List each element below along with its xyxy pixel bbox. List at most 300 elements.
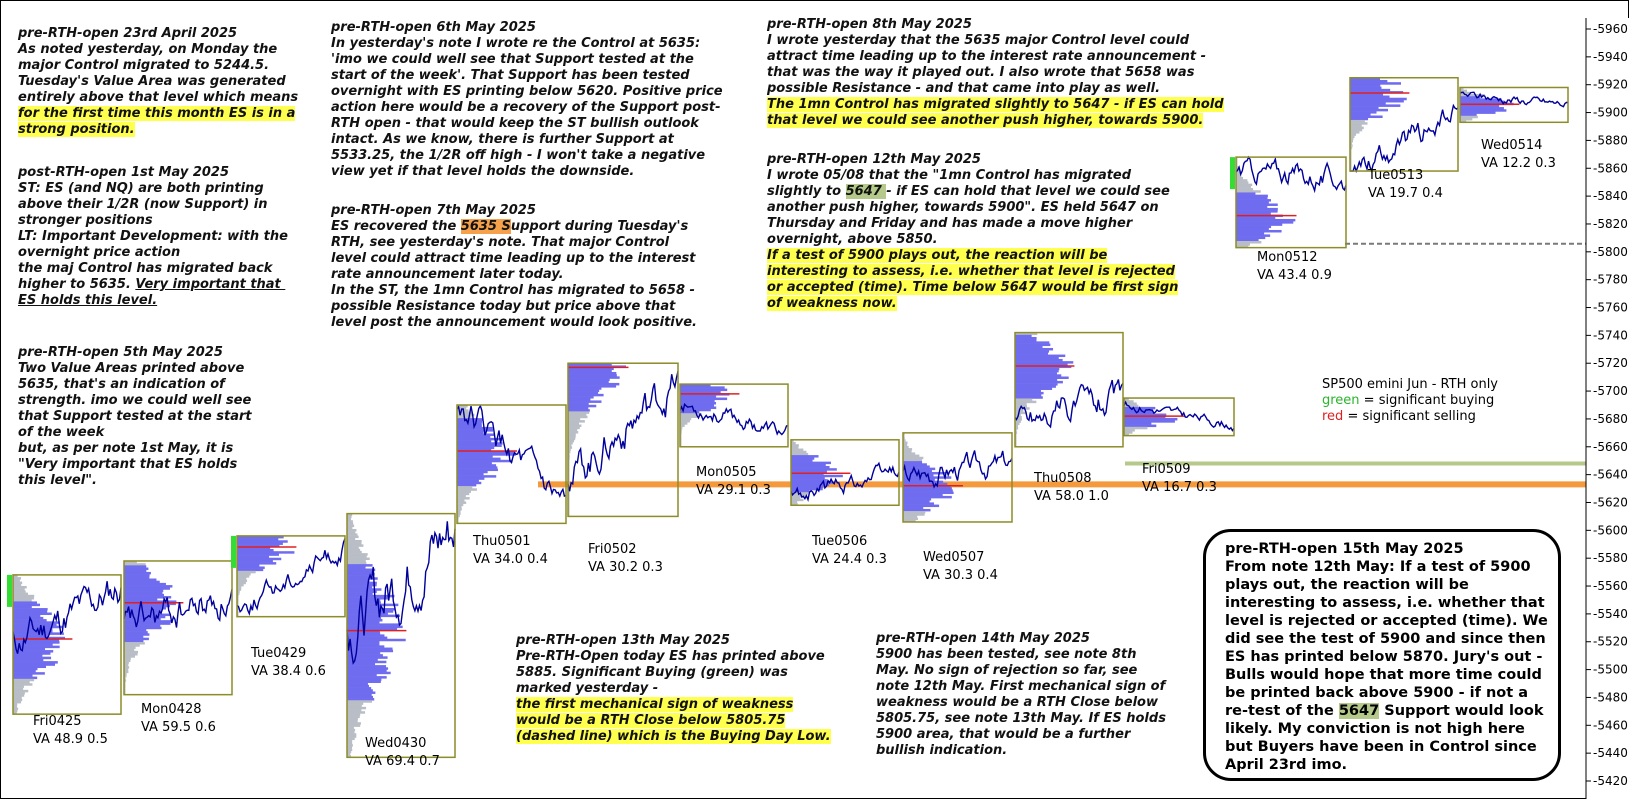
session-Fri0509 [1124,398,1234,495]
note-6-may [331,20,723,180]
profile-bar [347,606,382,608]
y-tick-label: -5720 [1593,356,1628,371]
profile-bar [1350,113,1371,116]
profile-bar [347,724,360,726]
profile-bar [13,679,34,682]
profile-bar [13,582,22,585]
profile-bar [568,372,616,374]
profile-bar [1015,398,1032,400]
profile-bar [347,612,388,614]
y-tick-label: -5440 [1593,746,1628,761]
profile-bar [347,729,355,731]
profile-bar [568,422,579,424]
profile-bar [124,644,140,646]
note-title: post-RTH-open 1st May 2025 [18,165,230,180]
note-body: From note 12th May: If a test of 5900 plays out, the reaction will be interesting to assess, i.e. whether that level is rejected or accepted (time). We did see the test of 5900 and since then ES has printed below 5870. Jury's out - Bulls would hope that more time could be printed back above 5900 - if not a re-test of the [1225,559,1548,719]
profile-bar [1015,368,1059,370]
note-23-april [18,26,298,138]
profile-bar [457,455,493,457]
note-underline-2: ES holds this level. [18,293,158,308]
profile-bar [13,685,24,688]
note-7-may [331,203,697,331]
profile-bar [347,672,391,674]
y-tick-label: -5760 [1593,300,1628,315]
profile-bar [124,620,173,622]
note-body: I wrote 05/08 that the "1mn Control has migrated slightly to [767,168,1132,199]
profile-bar [457,486,472,488]
profile-bar [1236,186,1251,189]
y-tick-label: -5820 [1593,216,1628,231]
profile-bar [347,713,360,715]
profile-bar [1015,392,1044,394]
profile-bar [347,571,373,573]
profile-bar [457,466,497,468]
profile-bar [237,540,288,542]
profile-bar [347,700,372,702]
profile-bar [1236,232,1264,235]
profile-bar [457,504,463,506]
profile-bar [903,489,953,491]
session-label: Mon0428 [141,702,202,717]
session-label: Mon0505 [696,465,757,480]
profile-bar [1015,403,1027,405]
y-tick-label: -5560 [1593,579,1628,594]
profile-bar [347,676,387,678]
profile-bar [237,538,278,540]
profile-bar [347,698,374,700]
profile-bar [903,513,925,515]
profile-bar [347,718,358,720]
profile-bar [237,566,265,568]
y-tick-label: -5580 [1593,551,1628,566]
profile-bar [1236,192,1255,195]
session-va-label: VA 16.7 0.3 [1142,480,1217,495]
y-tick-label: -5860 [1593,161,1628,176]
profile-bar [1350,107,1379,110]
note-14-may [876,631,1166,759]
profile-bar [903,461,922,463]
profile-bar [1015,387,1052,389]
profile-bar [1350,100,1404,103]
profile-bar [124,607,166,609]
profile-bar [1015,401,1036,403]
profile-bar [903,487,952,489]
profile-bar [124,627,162,629]
profile-bar [903,500,930,502]
profile-bar [124,598,157,600]
session-Thu0508 [1015,333,1123,504]
profile-bar [457,493,469,495]
profile-bar [568,381,609,383]
profile-bar [1236,184,1252,187]
profile-bar [568,376,620,378]
profile-bar [347,533,357,535]
profile-bar [1460,109,1506,111]
profile-bar [457,462,492,464]
profile-bar [1015,370,1059,372]
profile-bar [1236,234,1270,237]
session-va-label: VA 69.4 0.7 [365,754,440,769]
profile-bar [1350,129,1362,132]
profile-bar [13,615,40,618]
profile-bar [124,635,143,637]
profile-bar [1460,116,1478,118]
profile-bar [680,406,716,409]
y-tick-label: -5520 [1593,634,1628,649]
profile-bar [347,711,365,713]
profile-bar [903,470,932,472]
profile-bar [1350,127,1364,130]
profile-bar [347,691,375,693]
profile-bar [124,622,171,624]
y-tick-label: -5660 [1593,439,1628,454]
profile-bar [568,398,590,400]
profile-bar [1350,82,1401,85]
profile-bar [1015,412,1027,414]
profile-bar [237,542,283,544]
profile-bar [1015,379,1057,381]
profile-bar [13,708,18,711]
profile-bar [680,418,691,421]
profile-bar [1350,109,1388,112]
profile-bar [457,433,494,435]
profile-bar [124,655,135,657]
profile-bar [347,749,352,751]
profile-bar [347,727,354,729]
profile-bar [347,720,358,722]
profile-bar [903,483,947,485]
profile-bar [1350,98,1407,101]
profile-bar [347,553,368,555]
profile-bar [568,385,616,387]
profile-bar [1236,190,1261,193]
profile-bar [124,572,151,574]
profile-bar [347,667,388,669]
profile-bar [568,383,619,385]
profile-bar [347,525,354,527]
profile-bar [13,593,28,596]
profile-bar [1460,111,1496,113]
profile-bar [791,459,813,461]
profile-bar [791,464,826,466]
profile-bar [347,610,393,612]
note-body-2: upport during Tuesday's RTH, see yesterday's note. That major Control level could attract time leading up to the interest rate announcement later today. In the ST, the 1mn Control has migrated to 5658 - possible Resistance today but price above that level post the announcement would look positive. [331,219,697,330]
profile-bar [237,577,246,579]
profile-bar [568,418,580,420]
profile-bar [1015,350,1049,352]
profile-bar [791,475,843,477]
profile-bar [568,416,588,418]
note-body-2: - if ES can hold that level we could see another push higher, towards 5900". ES held 5647 on Thursday and Friday and has made a move higher overnight, above 5850. [767,184,1170,247]
note-highlight: 5635 S [460,219,511,234]
profile-bar [457,488,477,490]
y-tick-label: -5540 [1593,606,1628,621]
profile-bar [568,374,617,376]
profile-bar [124,594,164,596]
profile-bar [1015,396,1043,398]
profile-bar [568,396,594,398]
session-va-label: VA 29.1 0.3 [696,483,771,498]
profile-bar [568,370,612,372]
note-body: ES recovered the [331,219,461,234]
profile-bar [347,643,379,645]
note-body-2: Support would look likely. My conviction is not high here but Buyers have been in Control since April 23rd imo. [1225,703,1544,773]
note-highlight-2: If a test of 5900 plays out, the reaction will be interesting to assess, i.e. whether that level is rejected or accepted (time). Time below 5647 would be first sign of weakness now. [767,248,1179,311]
profile-bar [680,386,725,389]
profile-bar [347,637,387,639]
profile-bar [1350,131,1359,134]
profile-bar [347,562,366,564]
profile-bar [347,722,361,724]
profile-bar [903,468,935,470]
profile-bar [457,458,501,460]
profile-bar [124,574,150,576]
profile-bar [568,409,590,411]
profile-bar [13,599,32,602]
profile-bar [124,657,131,659]
y-tick-label: -5620 [1593,495,1628,510]
profile-bar [347,566,366,568]
note-body: I wrote yesterday that the 5635 major Control level could attract time leading up to the interest rate announcement - that was the way it played out. I also wrote that 5658 was possible Resistance - and that came into play as well. [767,33,1207,96]
y-tick-label: -5880 [1593,133,1628,148]
profile-bar [1236,223,1282,226]
profile-bar [13,694,24,697]
profile-bar [1460,114,1477,116]
note-title: pre-RTH-open 13th May 2025 [516,633,730,648]
profile-bar [568,440,574,442]
profile-bar [347,639,406,641]
profile-bar [568,424,581,426]
profile-bar [237,556,269,558]
profile-bar [568,431,578,433]
profile-bar [1350,111,1377,114]
profile-bar [124,638,149,640]
session-va-label: VA 38.4 0.6 [251,664,326,679]
profile-bar [347,617,381,619]
profile-bar [13,579,20,582]
profile-bar [1015,361,1073,363]
profile-bar [791,497,800,499]
profile-bar [1015,374,1061,376]
profile-bar [1350,122,1368,125]
profile-bar [347,702,363,704]
profile-bar [124,629,146,631]
profile-bar [1350,124,1362,127]
profile-bar [568,438,575,440]
note-body: ST: ES (and NQ) are both printing above their 1/2R (now Support) in stronger positions LT: Important Development: with the overnight price action the maj Control has migrated back higher to 5635. [18,181,288,292]
profile-bar [457,473,484,475]
profile-bar [13,657,51,660]
session-va-label: VA 59.5 0.6 [141,720,216,735]
profile-bar [568,435,576,437]
profile-bar [903,502,934,504]
session-Fri0502 [568,363,678,575]
profile-bar [13,624,57,627]
profile-bar [13,604,40,607]
profile-bar [237,562,276,564]
profile-bar [347,590,377,592]
chart-legend [1322,377,1498,425]
profile-bar [347,742,352,744]
profile-bar [457,420,482,422]
profile-bar [457,501,466,503]
profile-bar [1015,337,1037,339]
profile-bar [347,687,371,689]
profile-bar [457,423,482,425]
session-label: Fri0425 [33,714,82,729]
profile-bar [1350,96,1390,99]
note-body: 5900 has been tested, see note 8th May. No sign of rejection so far, see note 12th May. First mechanical sign of weakness would be a RTH Close below 5805.75, see note 13th May. If ES holds 5900 area, that would be a further bullish indication. [876,647,1166,758]
profile-bar [347,716,360,718]
profile-bar [124,585,172,587]
profile-bar [1015,335,1032,337]
y-tick-label: -5840 [1593,189,1628,204]
session-Mon0505 [680,384,788,498]
price-axis [1586,18,1629,799]
profile-bar [791,451,806,453]
profile-bar [680,413,702,416]
profile-bar [1236,206,1267,209]
profile-bar [347,733,356,735]
y-tick-label: -5500 [1593,662,1628,677]
profile-bar [237,580,247,582]
session-Tue0513 [1350,78,1458,201]
note-title: pre-RTH-open 7th May 2025 [331,203,536,218]
price-line [1236,157,1346,191]
profile-bar [457,436,490,438]
profile-bar [13,617,43,620]
profile-bar [1236,177,1243,180]
note-5-may [18,345,252,489]
session-va-label: VA 19.7 0.4 [1368,186,1443,201]
profile-bar [1236,201,1269,204]
profile-bar [1015,355,1065,357]
profile-bar [1124,422,1151,425]
profile-bar [347,674,377,676]
profile-bar [13,641,60,644]
profile-bar [568,407,588,409]
profile-bar [457,495,466,497]
profile-bar [124,589,163,591]
profile-bar [13,688,23,691]
profile-bar [347,549,360,551]
legend-red-word: red [1322,409,1344,424]
profile-bar [1236,195,1268,198]
profile-bar [13,701,21,704]
profile-bar [791,444,799,446]
note-title: pre-RTH-open 15th May 2025 [1225,541,1464,557]
profile-bar [457,425,482,427]
profile-bar [13,630,53,633]
profile-bar [13,606,32,609]
profile-bar [457,482,481,484]
profile-bar [237,584,244,586]
profile-bar [457,429,493,431]
profile-bar [124,587,170,589]
profile-bar [347,597,388,599]
profile-bar [568,394,604,396]
profile-bar [457,477,484,479]
session-Wed0514 [1460,87,1568,171]
session-va-label: VA 24.4 0.3 [812,552,887,567]
note-body: As noted yesterday, on Monday the major Control migrated to 5244.5. Tuesday's Value Area was generated entirely above that level which means [18,42,299,105]
profile-bar [13,663,55,666]
profile-bar [347,683,368,685]
profile-bar [1015,341,1049,343]
profile-bar [347,689,373,691]
profile-bar [457,447,494,449]
session-Mon0512 [1230,157,1346,283]
session-label: Tue0506 [812,534,868,549]
profile-bar [124,642,145,644]
profile-bar [1015,394,1041,396]
profile-bar [903,463,927,465]
profile-bar [1015,390,1041,392]
profile-bar [568,400,601,402]
profile-bar [568,387,601,389]
profile-bar [903,496,952,498]
profile-bar [1015,357,1059,359]
profile-bar [347,555,367,557]
session-va-label: VA 58.0 1.0 [1034,489,1109,504]
profile-bar [903,455,919,457]
profile-bar [903,448,912,450]
profile-bar [1015,377,1069,379]
profile-bar [1015,344,1050,346]
profile-bar [1015,383,1058,385]
note-highlight: 5647 [845,184,887,199]
profile-bar [791,446,798,448]
profile-bar [568,414,586,416]
profile-bar [791,453,808,455]
profile-bar [680,391,721,394]
session-Wed0430 [347,514,455,769]
profile-bar [457,490,471,492]
session-Thu0501 [457,405,566,567]
profile-bar [347,582,377,584]
profile-bar [347,569,375,571]
profile-bar [13,608,48,611]
note-underline: Very important that [135,277,286,292]
profile-bar [124,646,136,648]
profile-bar [1236,199,1271,202]
note-body: In yesterday's note I wrote re the Control at 5635: 'imo we could well see that Support tested at the start of the week'. That Support has been tested overnight with ES printing below 5620. Positive price action here would be a recovery of the Support post- RTH open - that would keep the ST bullish outlook intact. As we know, there is further Support at 5533.25, the 1/2R off high - I won't take a negative view yet if that level holds the downside. [331,36,723,179]
profile-bar [1236,241,1261,244]
profile-bar [13,588,25,591]
profile-bar [347,595,394,597]
profile-bar [1236,181,1248,184]
profile-bar [903,452,915,454]
profile-bar [124,625,160,627]
profile-bar [13,696,22,699]
y-tick-label: -5480 [1593,690,1628,705]
note-title: pre-RTH-open 6th May 2025 [331,20,536,35]
profile-bar [237,569,263,571]
session-label: Tue0513 [1368,168,1424,183]
profile-bar [347,615,400,617]
profile-bar [347,650,393,652]
profile-bar [1460,98,1502,100]
profile-bar [791,479,827,481]
session-label: Fri0509 [1142,462,1191,477]
profile-bar [347,579,370,581]
profile-bar [347,542,361,544]
note-8-may [767,17,1224,129]
profile-bar [1236,239,1259,242]
y-tick-label: -5640 [1593,467,1628,482]
profile-bar [347,536,359,538]
profile-bar [237,560,273,562]
